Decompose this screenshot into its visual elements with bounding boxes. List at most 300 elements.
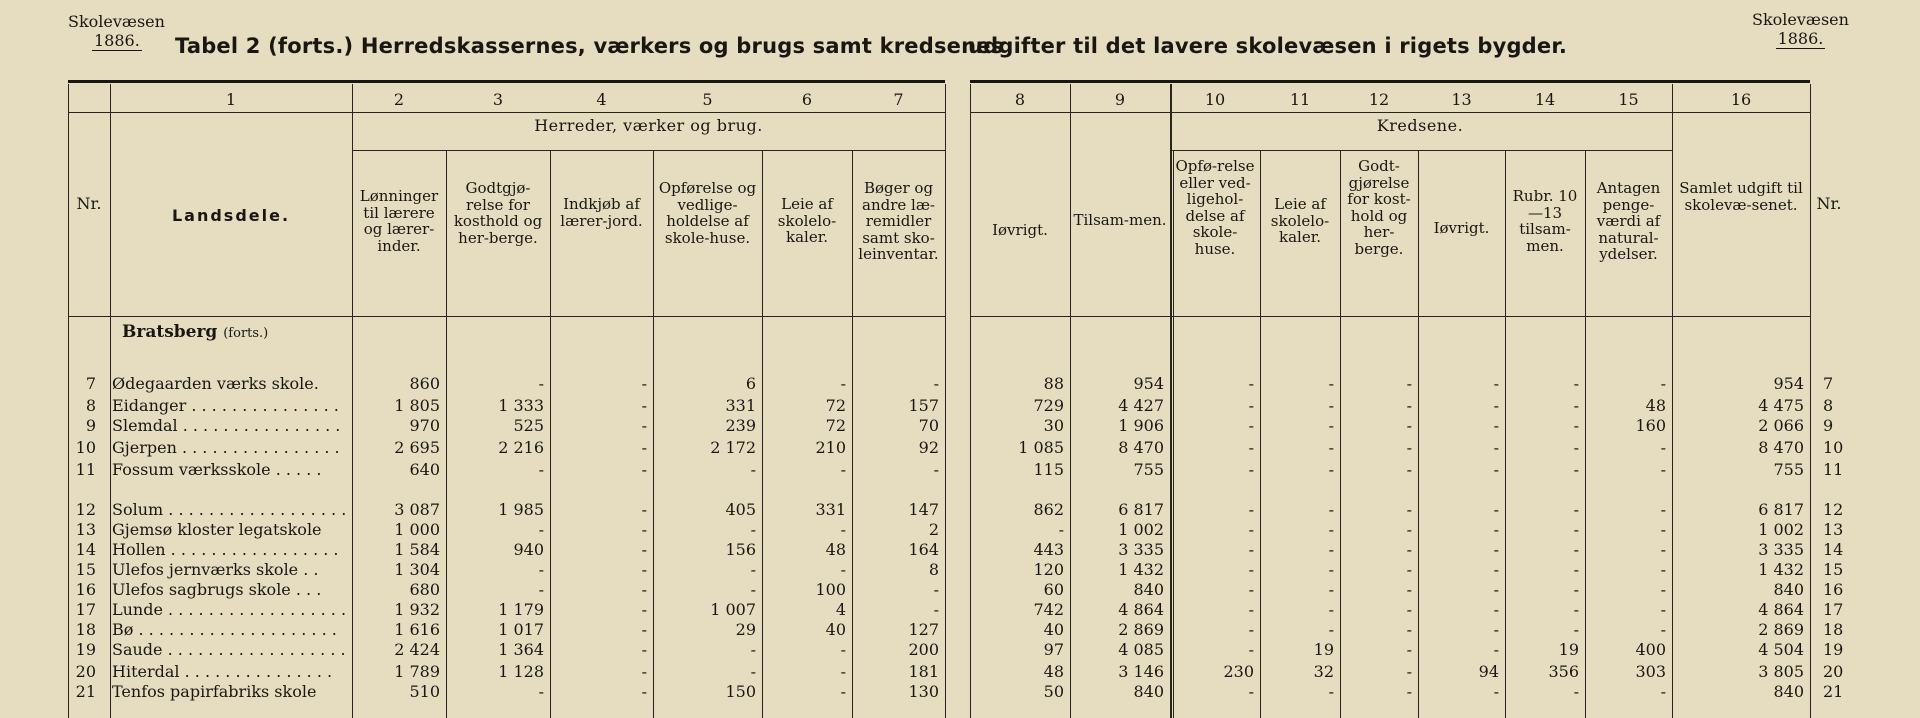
cell-c3: 1 017 [498, 620, 544, 639]
table-row [0, 640, 1920, 660]
cell-c3: 1 985 [498, 500, 544, 519]
row-number-right: 7 [1823, 374, 1834, 393]
cell-c6: 72 [825, 416, 846, 435]
cell-c15: 48 [1645, 396, 1666, 415]
cell-c13: - [1493, 580, 1499, 599]
cell-c11: - [1328, 374, 1334, 393]
cell-c16: 4 864 [1758, 600, 1804, 619]
cell-c10: - [1248, 374, 1254, 393]
table-row [0, 682, 1920, 702]
cell-c3: - [538, 374, 544, 393]
column-number: 13 [1451, 90, 1472, 109]
row-name: Hiterdal . . . . . . . . . . . . . . . [112, 662, 333, 681]
header-godtgjorelse-kreds: Godt-gjørelse for kost-hold og her-berge. [1347, 157, 1411, 258]
row-number: 21 [75, 682, 96, 701]
cell-c6: 100 [815, 580, 846, 599]
cell-c9: 755 [1133, 460, 1164, 479]
cell-c5: - [750, 662, 756, 681]
header-opforelse: Opførelse og vedlige-holdelse af skole-huse. [658, 179, 757, 247]
cell-c12: - [1406, 416, 1412, 435]
row-name: Eidanger . . . . . . . . . . . . . . . [112, 396, 339, 415]
column-number: 7 [893, 90, 904, 109]
column-number: 14 [1534, 90, 1556, 109]
table-row [0, 438, 1920, 458]
cell-c9: 840 [1133, 682, 1164, 701]
table-row [0, 620, 1920, 640]
cell-c2: 970 [409, 416, 440, 435]
cell-c16: 3 805 [1758, 662, 1804, 681]
cell-c12: - [1406, 500, 1412, 519]
cell-c7: 130 [908, 682, 939, 701]
cell-c4: - [641, 396, 647, 415]
cell-c13: - [1493, 500, 1499, 519]
table-title-left: Tabel 2 (forts.) Herredskassernes, værkers og brugs samt kredsenes [175, 34, 1004, 58]
cell-c7: - [933, 374, 939, 393]
header-godtgjorelse: Godtgjø-relse for kosthold og her-berge. [453, 179, 543, 247]
row-number-right: 9 [1823, 416, 1834, 435]
cell-c12: - [1406, 580, 1412, 599]
header-landsdele: Landsdele. [171, 206, 291, 225]
header-iovrigt-kreds: Iøvrigt. [1433, 219, 1490, 237]
cell-c4: - [641, 500, 647, 519]
top-rule-right [970, 80, 1810, 83]
row-number-right: 12 [1823, 500, 1844, 519]
cell-c5: 150 [725, 682, 756, 701]
header-opforelse-kreds: Opfø-relse eller ved-ligehol-delse af skole-huse. [1175, 157, 1255, 258]
cell-c14: - [1573, 520, 1579, 539]
column-number: 5 [702, 90, 713, 109]
cell-c3: 2 216 [498, 438, 544, 457]
cell-c2: 3 087 [394, 500, 440, 519]
cell-c8: 120 [1033, 560, 1064, 579]
cell-c13: - [1493, 600, 1499, 619]
row-name: Ulefos jernværks skole . . [112, 560, 319, 579]
column-number: 3 [492, 90, 504, 109]
row-number: 8 [85, 396, 96, 415]
table-row [0, 560, 1920, 580]
cell-c12: - [1406, 374, 1412, 393]
cell-c15: 160 [1635, 416, 1666, 435]
cell-c16: 2 066 [1758, 416, 1804, 435]
row-number-right: 8 [1823, 396, 1834, 415]
cell-c10: 230 [1223, 662, 1254, 681]
table-row [0, 520, 1920, 540]
cell-c15: - [1660, 374, 1666, 393]
cell-c13: 94 [1478, 662, 1499, 681]
row-name: Ødegaarden værks skole. [112, 374, 319, 393]
cell-c4: - [641, 520, 647, 539]
row-number: 13 [75, 520, 96, 539]
cell-c13: - [1493, 540, 1499, 559]
cell-c3: 1 364 [498, 640, 544, 659]
corner-label-left [68, 12, 165, 51]
cell-c5: 156 [725, 540, 756, 559]
cell-c3: - [538, 520, 544, 539]
cell-c7: - [933, 600, 939, 619]
cell-c5: 331 [725, 396, 756, 415]
cell-c14: - [1573, 682, 1579, 701]
cell-c12: - [1406, 560, 1412, 579]
row-number: 7 [85, 374, 96, 393]
cell-c8: 97 [1043, 640, 1064, 659]
cell-c5: 2 172 [710, 438, 756, 457]
cell-c11: - [1328, 500, 1334, 519]
column-number: 16 [1730, 90, 1752, 109]
cell-c9: 4 427 [1118, 396, 1164, 415]
table-row [0, 374, 1920, 394]
cell-c10: - [1248, 396, 1254, 415]
cell-c3: - [538, 580, 544, 599]
row-number: 17 [75, 600, 96, 619]
cell-c3: 525 [513, 416, 544, 435]
cell-c11: - [1328, 682, 1334, 701]
cell-c11: - [1328, 580, 1334, 599]
row-name: Saude . . . . . . . . . . . . . . . . . . [112, 640, 346, 659]
column-number: 1 [225, 90, 237, 109]
row-number-right: 10 [1823, 438, 1844, 457]
header-tilsammen: Tilsam-men. [1073, 211, 1167, 229]
cell-c10: - [1248, 520, 1254, 539]
cell-c9: 6 817 [1118, 500, 1164, 519]
cell-c6: - [840, 560, 846, 579]
row-number-right: 14 [1823, 540, 1844, 559]
cell-c6: - [840, 682, 846, 701]
cell-c12: - [1406, 600, 1412, 619]
cell-c3: 1 179 [498, 600, 544, 619]
cell-c15: - [1660, 438, 1666, 457]
cell-c16: 954 [1773, 374, 1804, 393]
cell-c2: 2 695 [394, 438, 440, 457]
column-number: 9 [1114, 90, 1126, 109]
header-boger: Bøger og andre læ-remidler samt sko-leinventar. [858, 179, 939, 263]
cell-c2: 510 [409, 682, 440, 701]
cell-c8: 443 [1033, 540, 1064, 559]
cell-c13: - [1493, 374, 1499, 393]
cell-c10: - [1248, 438, 1254, 457]
section-title [122, 322, 268, 342]
cell-c12: - [1406, 438, 1412, 457]
header-lonninger: Lønninger til lærere og lærer-inder. [359, 187, 439, 255]
cell-c8: 48 [1043, 662, 1064, 681]
cell-c14: - [1573, 500, 1579, 519]
cell-c2: 640 [409, 460, 440, 479]
cell-c10: - [1248, 460, 1254, 479]
cell-c4: - [641, 640, 647, 659]
row-number-right: 21 [1823, 682, 1844, 701]
row-number: 14 [75, 540, 96, 559]
cell-c5: - [750, 580, 756, 599]
cell-c5: - [750, 520, 756, 539]
cell-c14: - [1573, 374, 1579, 393]
header-indkjob: Indkjøb af lærer-jord. [560, 195, 643, 230]
cell-c10: - [1248, 640, 1254, 659]
row-number-right: 18 [1823, 620, 1844, 639]
cell-c7: 92 [918, 438, 939, 457]
cell-c13: - [1493, 520, 1499, 539]
column-number: 12 [1368, 90, 1390, 109]
row-divider [970, 112, 1810, 113]
cell-c8: 742 [1033, 600, 1064, 619]
cell-c9: 4 085 [1118, 640, 1164, 659]
corner-left-line1: Skolevæsen [68, 12, 165, 31]
cell-c8: 729 [1033, 396, 1064, 415]
cell-c2: 1 805 [394, 396, 440, 415]
cell-c8: 862 [1033, 500, 1064, 519]
cell-c9: 1 432 [1118, 560, 1164, 579]
cell-c16: 840 [1773, 580, 1804, 599]
table-row [0, 580, 1920, 600]
cell-c13: - [1493, 620, 1499, 639]
cell-c7: 157 [908, 396, 939, 415]
cell-c9: 1 906 [1118, 416, 1164, 435]
row-number-right: 15 [1823, 560, 1844, 579]
row-number: 20 [75, 662, 96, 681]
cell-c8: - [1058, 520, 1064, 539]
cell-c11: - [1328, 438, 1334, 457]
cell-c2: 1 616 [394, 620, 440, 639]
row-number: 9 [85, 416, 96, 435]
cell-c6: - [840, 460, 846, 479]
table-row [0, 600, 1920, 620]
cell-c14: 356 [1548, 662, 1579, 681]
row-name: Gjerpen . . . . . . . . . . . . . . . . [112, 438, 340, 457]
cell-c15: - [1660, 540, 1666, 559]
cell-c2: 680 [409, 580, 440, 599]
cell-c15: - [1660, 560, 1666, 579]
cell-c10: - [1248, 580, 1254, 599]
cell-c16: 755 [1773, 460, 1804, 479]
cell-c10: - [1248, 540, 1254, 559]
cell-c11: - [1328, 416, 1334, 435]
cell-c5: 1 007 [710, 600, 756, 619]
cell-c11: - [1328, 600, 1334, 619]
cell-c6: 40 [825, 620, 846, 639]
column-number: 4 [596, 90, 607, 109]
header-rubr-tilsammen: Rubr. 10—13 tilsam-men. [1512, 187, 1578, 255]
row-divider [352, 150, 945, 151]
cell-c7: 164 [908, 540, 939, 559]
cell-c2: 1 789 [394, 662, 440, 681]
row-number: 15 [75, 560, 96, 579]
cell-c16: 1 432 [1758, 560, 1804, 579]
cell-c7: - [933, 460, 939, 479]
row-divider [68, 316, 945, 317]
cell-c10: - [1248, 560, 1254, 579]
cell-c11: - [1328, 396, 1334, 415]
cell-c13: - [1493, 396, 1499, 415]
cell-c14: - [1573, 396, 1579, 415]
column-number: 11 [1289, 90, 1311, 109]
column-number: 6 [801, 90, 813, 109]
header-iovrigt: Iøvrigt. [992, 221, 1048, 239]
cell-c7: 127 [908, 620, 939, 639]
cell-c14: 19 [1558, 640, 1579, 659]
cell-c16: 6 817 [1758, 500, 1804, 519]
cell-c12: - [1406, 682, 1412, 701]
cell-c16: 840 [1773, 682, 1804, 701]
cell-c15: - [1660, 460, 1666, 479]
cell-c15: 400 [1635, 640, 1666, 659]
row-name: Gjemsø kloster legatskole [112, 520, 322, 539]
cell-c11: 32 [1313, 662, 1334, 681]
cell-c2: 860 [409, 374, 440, 393]
row-number: 11 [75, 460, 96, 479]
cell-c10: - [1248, 682, 1254, 701]
cell-c7: - [933, 580, 939, 599]
cell-c16: 8 470 [1758, 438, 1804, 457]
group-header-left: Herreder, værker og brug. [534, 116, 763, 135]
column-number: 15 [1618, 90, 1639, 109]
cell-c15: - [1660, 520, 1666, 539]
header-samlet-udgift: Samlet udgift til skolevæ-senet. [1679, 179, 1803, 214]
header-nr-right: Nr. [1816, 194, 1842, 213]
cell-c11: 19 [1313, 640, 1334, 659]
row-name: Fossum værksskole . . . . . [112, 460, 322, 479]
cell-c8: 1 085 [1018, 438, 1064, 457]
cell-c13: - [1493, 640, 1499, 659]
cell-c11: - [1328, 560, 1334, 579]
cell-c5: 239 [725, 416, 756, 435]
cell-c4: - [641, 460, 647, 479]
row-number: 19 [75, 640, 96, 659]
top-rule-left [68, 80, 945, 83]
cell-c7: 2 [928, 520, 939, 539]
cell-c3: - [538, 682, 544, 701]
cell-c2: 1 584 [394, 540, 440, 559]
cell-c4: - [641, 540, 647, 559]
header-naturalydelser: Antagen penge-værdi af natural-ydelser. [1596, 179, 1661, 263]
cell-c4: - [641, 438, 647, 457]
cell-c9: 3 146 [1118, 662, 1164, 681]
cell-c11: - [1328, 620, 1334, 639]
cell-c5: - [750, 560, 756, 579]
cell-c6: - [840, 374, 846, 393]
cell-c5: - [750, 640, 756, 659]
cell-c12: - [1406, 540, 1412, 559]
cell-c12: - [1406, 520, 1412, 539]
cell-c10: - [1248, 416, 1254, 435]
cell-c10: - [1248, 500, 1254, 519]
section-name: Bratsberg [122, 322, 218, 342]
cell-c4: - [641, 374, 647, 393]
header-nr: Nr. [76, 194, 102, 213]
cell-c5: 405 [725, 500, 756, 519]
corner-right-line2: 1886. [1777, 29, 1824, 48]
cell-c9: 2 869 [1118, 620, 1164, 639]
cell-c6: 4 [835, 600, 846, 619]
cell-c14: - [1573, 560, 1579, 579]
cell-c13: - [1493, 460, 1499, 479]
row-number-right: 17 [1823, 600, 1844, 619]
cell-c3: - [538, 460, 544, 479]
cell-c12: - [1406, 396, 1412, 415]
cell-c4: - [641, 620, 647, 639]
cell-c9: 8 470 [1118, 438, 1164, 457]
group-header-right: Kredsene. [1376, 116, 1464, 135]
table-row [0, 500, 1920, 520]
cell-c7: 181 [908, 662, 939, 681]
cell-c6: 72 [825, 396, 846, 415]
cell-c4: - [641, 416, 647, 435]
cell-c5: 29 [735, 620, 756, 639]
cell-c9: 4 864 [1118, 600, 1164, 619]
row-number-right: 20 [1823, 662, 1844, 681]
cell-c13: - [1493, 438, 1499, 457]
cell-c6: - [840, 640, 846, 659]
row-name: Lunde . . . . . . . . . . . . . . . . . . [112, 600, 347, 619]
cell-c5: - [750, 460, 756, 479]
cell-c4: - [641, 600, 647, 619]
header-leie: Leie af skolelo-kaler. [777, 195, 837, 246]
table-title-right: udgifter til det lavere skolevæsen i rigets bygder. [968, 34, 1568, 58]
cell-c2: 1 000 [394, 520, 440, 539]
table-row [0, 540, 1920, 560]
cell-c6: 210 [815, 438, 846, 457]
cell-c5: 6 [745, 374, 756, 393]
cell-c3: 1 128 [498, 662, 544, 681]
row-number: 10 [75, 438, 96, 457]
cell-c10: - [1248, 600, 1254, 619]
cell-c12: - [1406, 460, 1412, 479]
cell-c8: 50 [1043, 682, 1064, 701]
cell-c4: - [641, 662, 647, 681]
corner-left-line2: 1886. [94, 31, 140, 50]
table-row [0, 396, 1920, 416]
cell-c12: - [1406, 620, 1412, 639]
cell-c14: - [1573, 540, 1579, 559]
cell-c15: 303 [1635, 662, 1666, 681]
cell-c15: - [1660, 500, 1666, 519]
cell-c15: - [1660, 600, 1666, 619]
cell-c16: 4 504 [1758, 640, 1804, 659]
cell-c6: 48 [825, 540, 846, 559]
row-number-right: 19 [1823, 640, 1844, 659]
row-number-right: 16 [1823, 580, 1844, 599]
cell-c13: - [1493, 416, 1499, 435]
row-number-right: 13 [1823, 520, 1844, 539]
column-number: 2 [393, 90, 405, 109]
cell-c7: 200 [908, 640, 939, 659]
cell-c9: 3 335 [1118, 540, 1164, 559]
cell-c11: - [1328, 460, 1334, 479]
cell-c12: - [1406, 640, 1412, 659]
cell-c4: - [641, 580, 647, 599]
cell-c7: 70 [918, 416, 939, 435]
cell-c8: 88 [1043, 374, 1064, 393]
cell-c14: - [1573, 438, 1579, 457]
cell-c7: 147 [908, 500, 939, 519]
cell-c7: 8 [928, 560, 939, 579]
cell-c2: 2 424 [394, 640, 440, 659]
cell-c2: 1 932 [394, 600, 440, 619]
row-divider [1170, 150, 1672, 151]
row-number: 16 [75, 580, 96, 599]
table-row [0, 662, 1920, 682]
cell-c15: - [1660, 580, 1666, 599]
row-divider [68, 112, 945, 113]
table-row [0, 416, 1920, 436]
table-row [0, 460, 1920, 480]
row-name: Tenfos papirfabriks skole [112, 682, 317, 701]
cell-c16: 2 869 [1758, 620, 1804, 639]
column-number: 10 [1204, 90, 1226, 109]
cell-c14: - [1573, 580, 1579, 599]
cell-c14: - [1573, 416, 1579, 435]
cell-c14: - [1573, 600, 1579, 619]
cell-c3: 1 333 [498, 396, 544, 415]
cell-c13: - [1493, 682, 1499, 701]
cell-c15: - [1660, 620, 1666, 639]
